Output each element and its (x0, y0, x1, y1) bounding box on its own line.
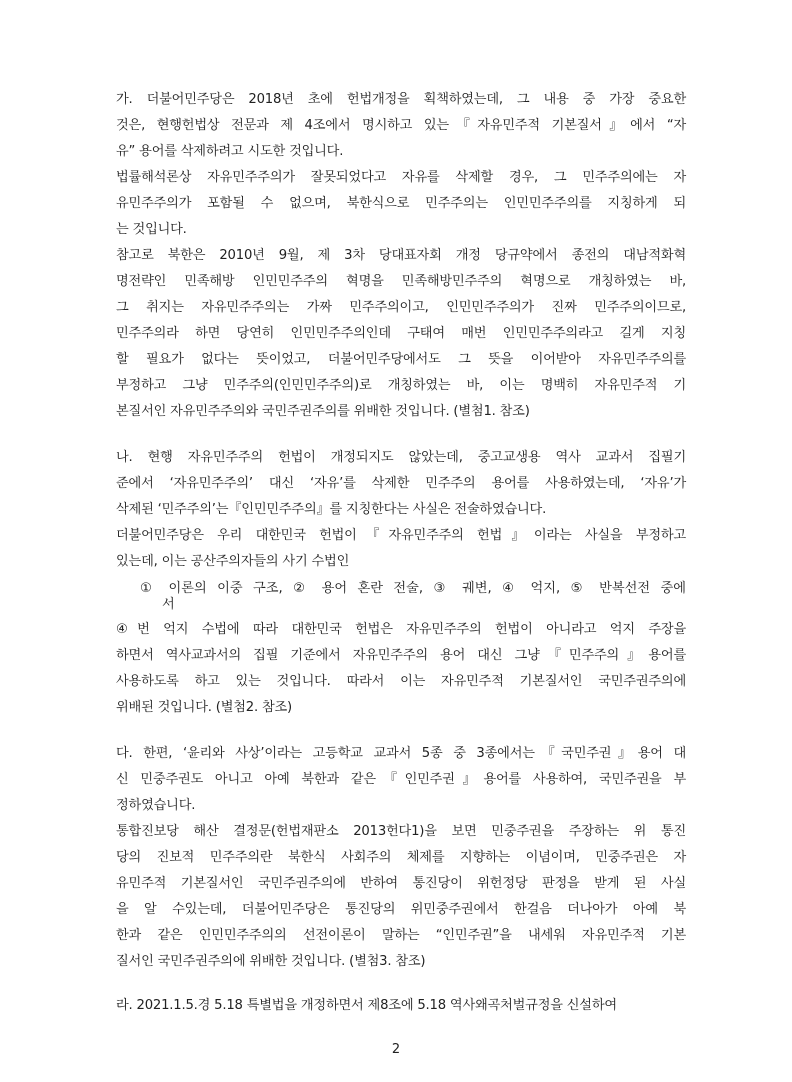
text-line: 민주주의라 하면 당연히 인민민주주의인데 구태여 매번 인민민주주의라고 길게 지칭 (116, 326, 686, 341)
text-line: 당의 진보적 민주주의란 북한식 사회주의 체제를 지향하는 이념이며, 민중주권은 자 (116, 850, 686, 865)
text-line: ④번 억지 수법에 따라 대한민국 헌법은 자유민주주의 헌법이 아니라고 억지 주장을 (116, 622, 686, 637)
text-line: 유민주적 기본질서인 국민주권주의에 반하여 통진당이 위헌정당 판정을 받게 된 사실 (116, 876, 686, 891)
text-line: 위배된 것입니다. (별첨2. 참조) (116, 700, 292, 715)
text-line: 정하였습니다. (116, 798, 196, 813)
text-line: 유민주주의가 포함될 수 없으며, 북한식으로 민주주의는 인민민주주의를 지칭하게 되 (116, 196, 686, 211)
text-line: 명전략인 민족해방 인민민주주의 혁명을 민족해방민주주의 혁명으로 개칭하였는 바, (116, 274, 686, 289)
text-line: 법률해석론상 자유민주주의가 잘못되었다고 자유를 삭제할 경우, 그 민주주의에는 자 (116, 170, 686, 185)
page-number: 2 (391, 1042, 401, 1057)
text-line: 본질서인 자유민주주의와 국민주권주의를 위배한 것입니다. (별첨1. 참조) (116, 404, 530, 419)
text-line: 한과 같은 인민민주주의의 선전이론이 말하는 “인민주권”을 내세워 자유민주적 기본 (116, 928, 686, 943)
text-line: 부정하고 그냥 민주주의(인민민주주의)로 개칭하였는 바, 이는 명백히 자유민주적 기 (116, 378, 686, 393)
text-line: 준에서 ‘자유민주주의’ 대신 ‘자유’를 삭제한 민주주의 용어를 사용하였는데, ‘자유’가 (116, 476, 686, 491)
text-line: 을 알 수있는데, 더불어민주당은 통진당의 위민중주권에서 한걸음 더나아가 아예 북 (116, 902, 686, 917)
text-line: 있는데, 이는 공산주의자들의 사기 수법인 (116, 554, 350, 569)
text-line: 참고로 북한은 2010년 9월, 제 3차 당대표자회 개정 당규약에서 종전의 대남적화혁 (116, 248, 686, 263)
text-line: 하면서 역사교과서의 집필 기준에서 자유민주주의 용어 대신 그냥『민주주의』용어를 (116, 648, 686, 663)
text-line: 할 필요가 없다는 뜻이었고, 더불어민주당에서도 그 뜻을 이어받아 자유민주주의를 (116, 352, 686, 367)
text-line: 라. 2021.1.5.경 5.18 특별법을 개정하면서 제8조에 5.18 역사왜곡처벌규정을 신설하여 (116, 998, 617, 1013)
text-line: 다. 한편, ‘윤리와 사상’이라는 고등학교 교과서 5종 중 3종에서는『국민주권』용어 대 (116, 746, 686, 761)
text-line: 질서인 국민주권주의에 위배한 것입니다. (별첨3. 참조) (116, 954, 426, 969)
text-line: 나. 현행 자유민주주의 헌법이 개정되지도 않았는데, 중고교생용 역사 교과서 집필기 (116, 450, 686, 465)
text-line: 것은, 현행헌법상 전문과 제 4조에서 명시하고 있는『자유민주적 기본질서』에서 “자 (116, 118, 686, 133)
text-line: 가. 더불어민주당은 2018년 초에 헌법개정을 획책하였는데, 그 내용 중 가장 중요한 (116, 92, 686, 107)
text-line: 사용하도록 하고 있는 것입니다. 따라서 이는 자유민주적 기본질서인 국민주권주의에 (116, 674, 686, 689)
text-line: 삭제된 ‘민주주의’는『인민민주주의』를 지칭한다는 사실은 전술하였습니다. (116, 502, 547, 517)
text-line: 그 취지는 자유민주주의는 가짜 민주주의이고, 인민민주주의가 진짜 민주주의이므로, (116, 300, 686, 315)
numbered-list-continuation: 서 (162, 597, 175, 612)
text-line: 는 것입니다. (116, 222, 187, 237)
text-line: 유” 용어를 삭제하려고 시도한 것입니다. (116, 144, 344, 159)
text-line: 더불어민주당은 우리 대한민국 헌법이『자유민주주의 헌법』이라는 사실을 부정하고 (116, 528, 686, 543)
text-line: 통합진보당 해산 결정문(헌법재판소 2013헌다1)을 보면 민중주권을 주장하는 위 통진 (116, 824, 686, 839)
text-line: 신 민중주권도 아니고 아예 북한과 같은『인민주권』용어를 사용하여, 국민주권을 부 (116, 772, 686, 787)
numbered-list-line: ① 이론의 이중 구조, ② 용어 혼란 전술, ③ 궤변, ④ 억지, ⑤ 반복선전 중에 (140, 581, 686, 596)
